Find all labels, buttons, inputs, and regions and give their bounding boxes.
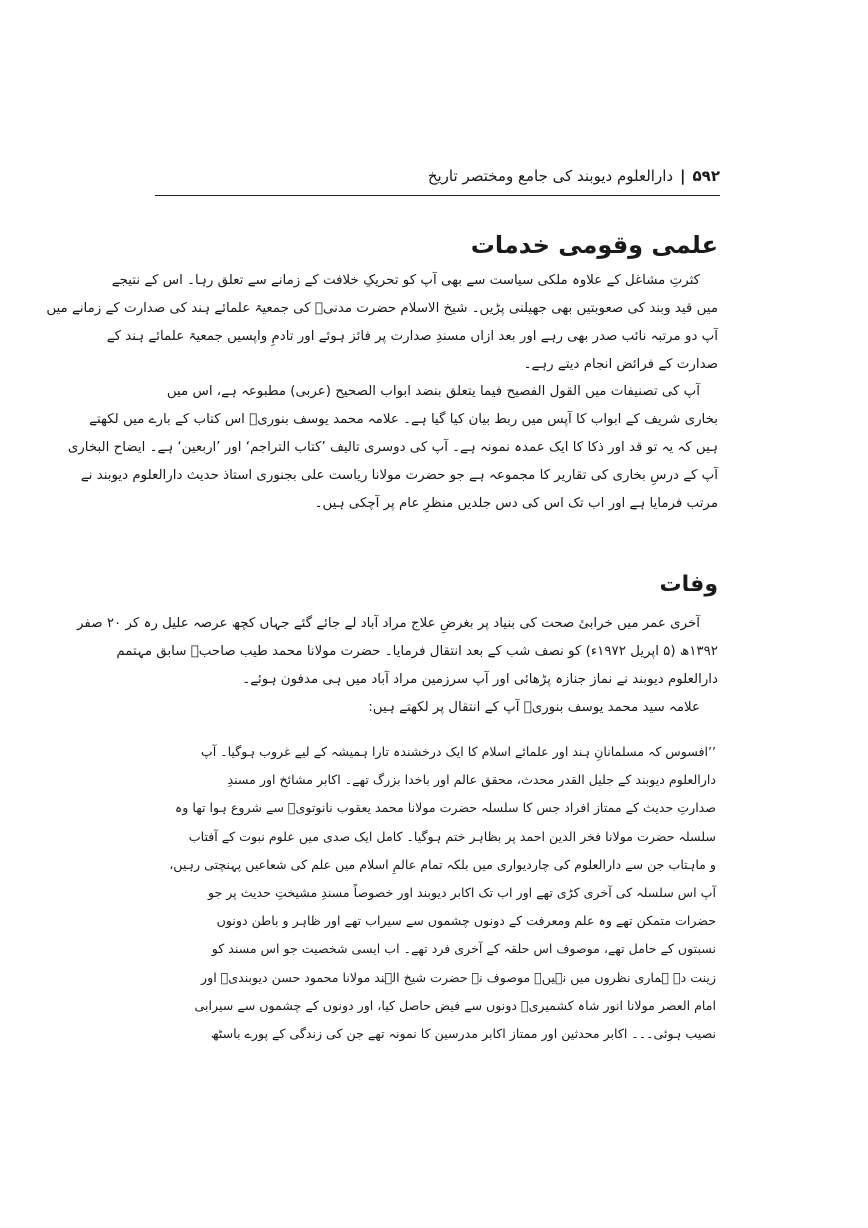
quote-line: و ماہتاب جن سے دارالعلوم کی چاردیواری میں بلکہ تمام عالمِ اسلام میں علم کی شعاعیں پہنچتی رہیں، <box>169 856 716 872</box>
paragraph-death <box>77 610 718 722</box>
text-line: علامہ سید محمد یوسف بنوریؒ آپ کے انتقال پر لکھتے ہیں: <box>368 700 700 715</box>
quote-line: ’’افسوس کہ مسلمانانِ ہند اور علمائے اسلام کا ایک درخشندہ تارا ہمیشہ کے لیے غروب ہوگیا۔ آپ <box>200 744 716 759</box>
quote-line: سلسلہ حضرت مولانا فخر الدین احمد پر بظاہر ختم ہوگیا۔ کامل ایک صدی میں علوم نبوت کے آفتاب <box>188 828 716 844</box>
quote-line: نصیب ہوئی۔۔۔ اکابر محدثین اور ممتاز اکابر مدرسین کا نمونہ تھے جن کی زندگی کے پورے باسٹھ <box>210 1025 716 1041</box>
quote-line: امام العصر مولانا انور شاہ کشمیریؒ دونوں سے فیض حاصل کیا، اور دونوں کے چشموں سے سیرابی <box>194 997 716 1013</box>
text-line: میں قید وبند کی صعوبتیں بھی جھیلنی پڑیں۔ شیخ الاسلام حضرت مدنیؒ کی جمعیۃ علمائے ہند کی صدارت کے زمانے میں <box>46 301 718 316</box>
text-line: صدارت کے فرائض انجام دیتے رہے۔ <box>523 357 718 372</box>
text-line: دارالعلوم دیوبند نے نماز جنازہ پڑھائی اور آپ سرزمین مراد آباد میں ہی مدفون ہوئے۔ <box>242 672 718 687</box>
page-number: ۵۹۲ <box>692 167 720 185</box>
section-heading-death: وفات <box>659 572 718 597</box>
quote-line: زینت دے ہماری نظروں میں نہیں۔ موصوف نے حضرت شیخ الہند مولانا محمود حسن دیوبندیؒ اور <box>201 969 716 985</box>
text-line: آپ کے درسِ بخاری کی تقاریر کا مجموعہ ہے جو حضرت مولانا ریاست علی بجنوری استاذ حدیث دارالعلوم دیوبند نے <box>80 468 718 483</box>
section-heading-services: علمی وقومی خدمات <box>470 231 718 259</box>
paragraph-writings <box>67 378 718 518</box>
text-line: ہیں کہ یہ تو قد اور ذکا کا ایک عمدہ نمونہ ہے۔ آپ کی دوسری تالیف ’کتاب التراجم‘ اور ’اربعین‘ ہے۔ ایضاح البخاری <box>67 440 718 455</box>
block-quote <box>169 738 716 1048</box>
text-line: ۱۳۹۲ھ (۵ اپریل ۱۹۷۲ء) کو نصف شب کے بعد انتقال فرمایا۔ حضرت مولانا محمد طیب صاحبؒ سابق مہتمم <box>116 644 718 659</box>
paragraph-politics <box>46 267 718 379</box>
quote-line: صدارتِ حدیث کے ممتاز افراد جس کا سلسلہ حضرت مولانا محمد یعقوب نانوتویؒ سے شروع ہوا تھا وہ <box>174 800 716 816</box>
header-separator: | <box>680 167 686 185</box>
text-line: آپ دو مرتبہ نائب صدر بھی رہے اور بعد ازاں مسندِ صدارت پر فائز ہوئے اور تادمِ واپسیں جمعیۃ علمائے ہند کے <box>106 329 718 344</box>
text-line: آپ کی تصنیفات میں القول الفصیح فیما یتعلق بنضد ابواب الصحیح (عربی) مطبوعہ ہے، اس میں <box>166 384 700 399</box>
book-title: دارالعلوم دیوبند کی جامع ومختصر تاریخ <box>427 167 674 185</box>
header-rule <box>155 195 720 196</box>
quote-line: دارالعلوم دیوبند کے جلیل القدر محدث، محقق عالم اور باخدا بزرگ تھے۔ اکابر مشائخ اور مسندِ <box>227 772 716 788</box>
quote-line: آپ اس سلسلہ کی آخری کڑی تھے اور اب تک اکابر دیوبند اور خصوصاً مسندِ مشیختِ حدیث پر جو <box>207 884 716 900</box>
text-line: آخری عمر میں خرابیٔ صحت کی بنیاد پر بغرضِ علاج مراد آباد لے جائے گئے جہاں کچھ عرصہ علیل رہ کر ۲۰ صفر <box>77 616 700 631</box>
text-line: کثرتِ مشاغل کے علاوہ ملکی سیاست سے بھی آپ کو تحریکِ خلافت کے زمانے سے تعلق رہا۔ اس کے نتیجے <box>111 273 700 288</box>
running-header <box>155 161 720 191</box>
quote-line: حضرات متمکن تھے وہ علم ومعرفت کے دونوں چشموں سے سیراب تھے اور ظاہر و باطن دونوں <box>216 913 716 929</box>
quote-line: نسبتوں کے حامل تھے، موصوف اس حلقہ کے آخری فرد تھے۔ اب ایسی شخصیت جو اس مسند کو <box>211 941 716 957</box>
text-line: بخاری شریف کے ابواب کا آپس میں ربط بیان کیا گیا ہے۔ علامہ محمد یوسف بنوریؒ اس کتاب کے بارے میں لکھتے <box>89 412 718 427</box>
text-line: مرتب فرمایا ہے اور اب تک اس کی دس جلدیں منظرِ عام پر آچکی ہیں۔ <box>314 496 718 511</box>
